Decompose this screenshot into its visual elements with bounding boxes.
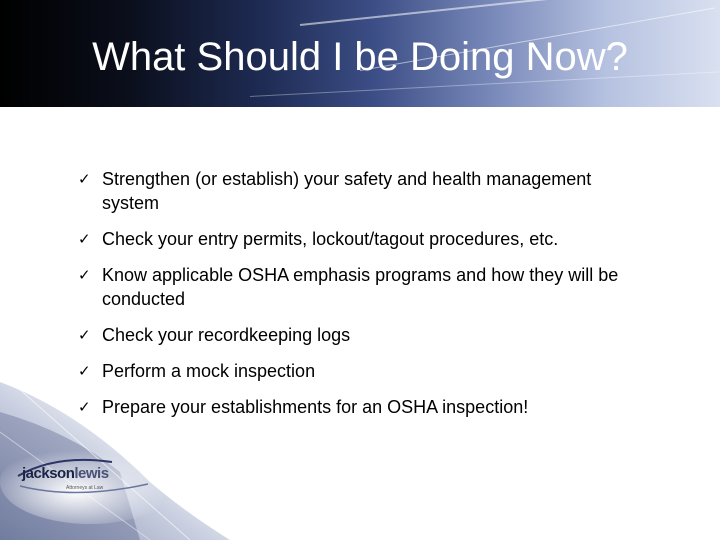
bullet-line: Check your entry permits, lockout/tagout procedures, etc. xyxy=(102,229,559,249)
jackson-lewis-logo xyxy=(16,456,152,498)
bullet-line: Check your recordkeeping logs xyxy=(102,325,351,345)
slide-title: What Should I be Doing Now? xyxy=(92,35,628,79)
checkmark-icon: ✓ xyxy=(78,362,91,380)
checkmark-icon: ✓ xyxy=(78,398,91,416)
bullet-line: Know applicable OSHA emphasis programs and how they will be xyxy=(102,265,619,285)
bullet-item xyxy=(78,263,698,311)
logo-tagline: Attorneys at Law xyxy=(66,485,104,491)
bullet-line: Strengthen (or establish) your safety and health management xyxy=(102,169,592,189)
bullet-line: Perform a mock inspection xyxy=(102,361,316,381)
bullet-item xyxy=(78,359,698,383)
light-streak xyxy=(300,0,718,26)
bullet-line: system xyxy=(102,193,160,213)
checkmark-icon: ✓ xyxy=(78,266,91,284)
bullet-item xyxy=(78,323,698,347)
logo-word-lewis: lewis xyxy=(74,465,109,482)
checkmark-icon: ✓ xyxy=(78,326,91,344)
bullet-list xyxy=(78,167,698,419)
logo-wordmark xyxy=(22,465,109,482)
bullet-item xyxy=(78,227,698,251)
bullet-item xyxy=(78,395,698,419)
checkmark-icon: ✓ xyxy=(78,230,91,248)
bullet-line: Prepare your establishments for an OSHA inspection! xyxy=(102,397,529,417)
bullet-item xyxy=(78,167,698,215)
bullet-line: conducted xyxy=(102,289,186,309)
title-banner xyxy=(0,0,720,107)
checkmark-icon: ✓ xyxy=(78,170,91,188)
logo-word-jackson: jackson xyxy=(22,465,75,482)
